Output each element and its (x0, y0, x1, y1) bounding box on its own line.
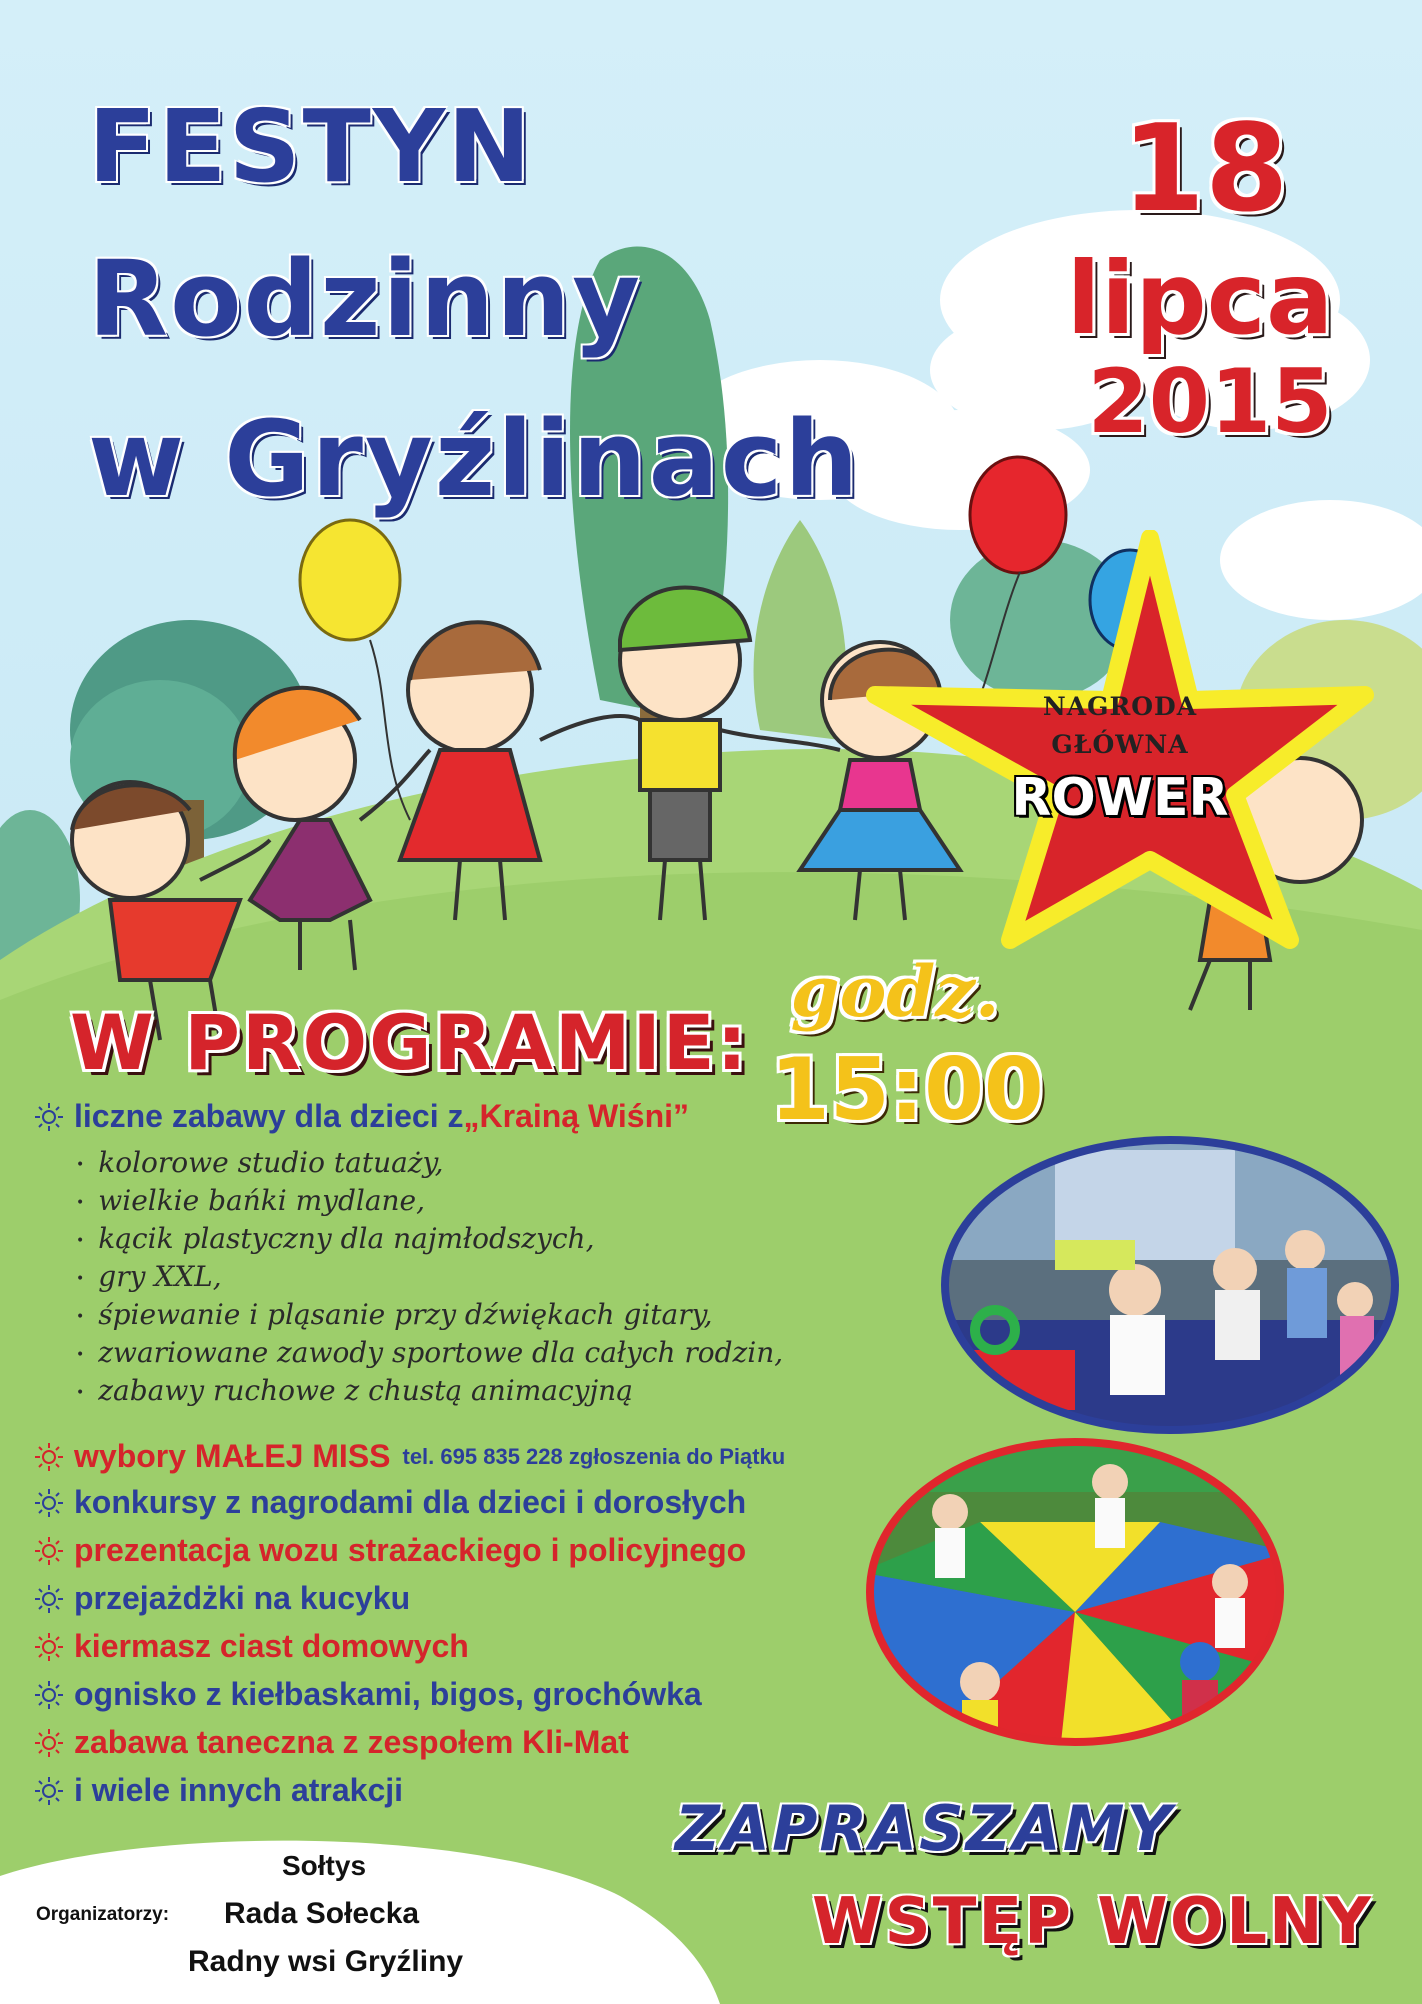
event-photo-2 (860, 1432, 1290, 1752)
program-item-krainawisni (34, 1098, 689, 1135)
program-item-inne (34, 1772, 403, 1809)
program-item-miss (34, 1438, 785, 1475)
miss-note: tel. 695 835 228 zgłoszenia do Piątku (402, 1443, 786, 1469)
sub-item-7: • zabawy ruchowe z chustą animacyjną (76, 1374, 633, 1407)
program-item-text: i wiele innych atrakcji (74, 1772, 404, 1808)
title-line-location: w Gryźlinach (88, 398, 861, 520)
sub-item-6: • zwariowane zawody sportowe dla całych rodzin, (76, 1336, 783, 1369)
miss-text: wybory MAŁEJ MISS (74, 1438, 391, 1474)
program-item-text: kiermasz ciast domowych (74, 1628, 469, 1664)
prize-line-nagroda: NAGRODA (1042, 692, 1198, 721)
time-value: 15:00 (770, 1040, 1044, 1140)
program-item-text: zabawa taneczna z zespołem Kli-Mat (74, 1724, 629, 1760)
sun-bullet-icon (34, 1776, 64, 1806)
sun-bullet-icon (34, 1584, 64, 1614)
program-item-kucyk (34, 1580, 410, 1617)
sub-item-1: • kolorowe studio tatuaży, (76, 1146, 444, 1179)
sub-item-2: • wielkie bańki mydlane, (76, 1184, 425, 1217)
sub-item-3: • kącik plastyczny dla najmłodszych, (76, 1222, 594, 1255)
organizer-soltys: Sołtys (282, 1850, 367, 1881)
sun-bullet-icon (34, 1680, 64, 1710)
sun-bullet-icon (34, 1632, 64, 1662)
date-year: 2015 (1087, 350, 1333, 453)
title-line-rodzinny: Rodzinny (88, 238, 643, 360)
time-label: godz. (790, 950, 1000, 1033)
program-item-zabawa (34, 1724, 629, 1761)
program-item-ognisko (34, 1676, 702, 1713)
sun-bullet-icon (34, 1728, 64, 1758)
sun-bullet-icon (34, 1442, 64, 1472)
program-item-text: przejażdżki na kucyku (74, 1580, 411, 1616)
sun-bullet-icon (34, 1488, 64, 1518)
event-photo-1 (935, 1130, 1405, 1440)
title-line-festyn: FESTYN (88, 88, 533, 205)
program-item-text: liczne zabawy dla dzieci z (74, 1098, 464, 1134)
program-item-kiermasz (34, 1628, 469, 1665)
prize-line-glowna: GŁÓWNA (1051, 730, 1189, 759)
program-item-konkursy (34, 1484, 746, 1521)
date-month: lipca (1066, 240, 1334, 357)
prize-rower: ROWER (1011, 768, 1229, 828)
program-item-highlight: „Krainą Wiśni” (463, 1098, 689, 1134)
sun-bullet-icon (34, 1102, 64, 1132)
organizers-label: Organizatorzy: (36, 1904, 170, 1925)
program-item-text: konkursy z nagrodami dla dzieci i dorosłych (74, 1484, 747, 1520)
sun-bullet-icon (34, 1536, 64, 1566)
program-item-text: prezentacja wozu strażackiego i policyjnego (74, 1532, 747, 1568)
sub-item-4: • gry XXL, (76, 1260, 222, 1293)
program-heading: W PROGRAMIE: (70, 998, 750, 1087)
program-item-text: ognisko z kiełbaskami, bigos, grochówka (74, 1676, 702, 1712)
sub-item-5: • śpiewanie i pląsanie przy dźwiękach gitary, (76, 1298, 713, 1331)
organizer-radny: Radny wsi Gryźliny (188, 1945, 464, 1978)
program-item-prezentacja (34, 1532, 746, 1569)
date-day: 18 (1121, 100, 1289, 239)
invite-text: ZAPRASZAMY (675, 1792, 1174, 1865)
entry-free-text: WSTĘP WOLNY (812, 1885, 1373, 1959)
organizer-rada: Rada Sołecka (224, 1897, 420, 1930)
